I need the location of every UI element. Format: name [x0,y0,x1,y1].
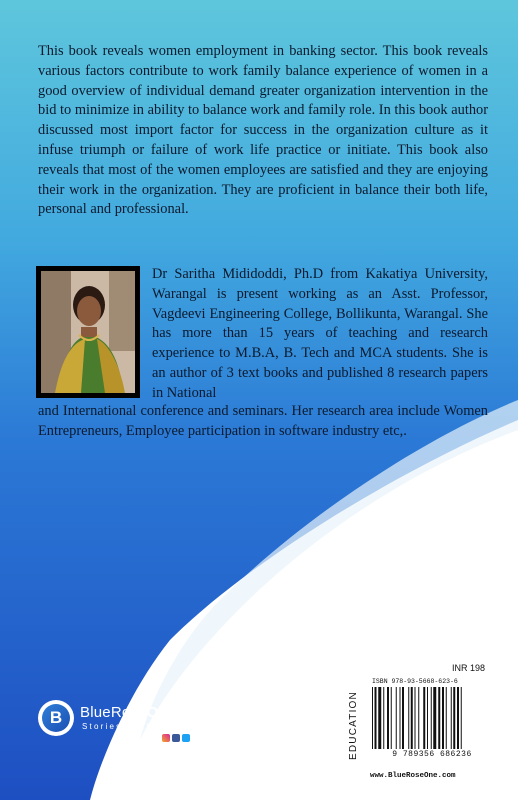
twitter-icon [182,734,190,742]
genre-label: EDUCATION [348,691,359,760]
book-description: This book reveals women employment in banking sector. This book reveals various factors contribute to work family balance experience of women in a good overview of individual demand greater organization intervention in the bid to minimize in ability to balance work and family role. In this book author discussed most import factor for success in the organization culture as it infuse triumph or failure of work life practice or initiate. This book also reveals that most of the women employees are satisfied and they are enjoying their work in the organization. They are proficient in balance their both life, personal and professional. [38,43,488,218]
publisher-website: www.BlueRoseOne.com [370,772,456,780]
publisher-logo-letter: B [42,704,70,732]
author-photo [41,271,135,393]
publisher-logo [38,700,74,736]
facebook-icon [172,734,180,742]
publisher-name-part2: ONE [146,704,180,721]
author-bio-below-photo: and International conference and seminars. Her research area include Women Entrepreneurs, Employee participation in software industry etc,. [38,403,488,439]
publisher-name [80,704,180,721]
author-photo-frame [36,266,140,398]
social-icons [162,734,190,742]
isbn-label: ISBN 978-93-5668-623-6 [372,678,458,685]
publisher-name-part1: BlueRose [80,704,147,721]
barcode [366,676,498,766]
price-label: INR 198 [452,663,486,673]
instagram-icon [162,734,170,742]
publisher-tagline: Stories Matter [82,722,163,731]
author-bio-beside-photo: Dr Saritha Mididoddi, Ph.D from Kakatiya University, Warangal is present working as an Asst. Professor, Vagdeevi Engineering College, Bollikunta, Warangal. She has more than 15 years of teaching and research experience to M.B.A, B. Tech and MCA students. She is an author of 3 text books and published 8 research papers in National [152,266,488,401]
barcode-bars [372,687,492,749]
isbn-number: 9 789356 686236 [392,750,472,759]
